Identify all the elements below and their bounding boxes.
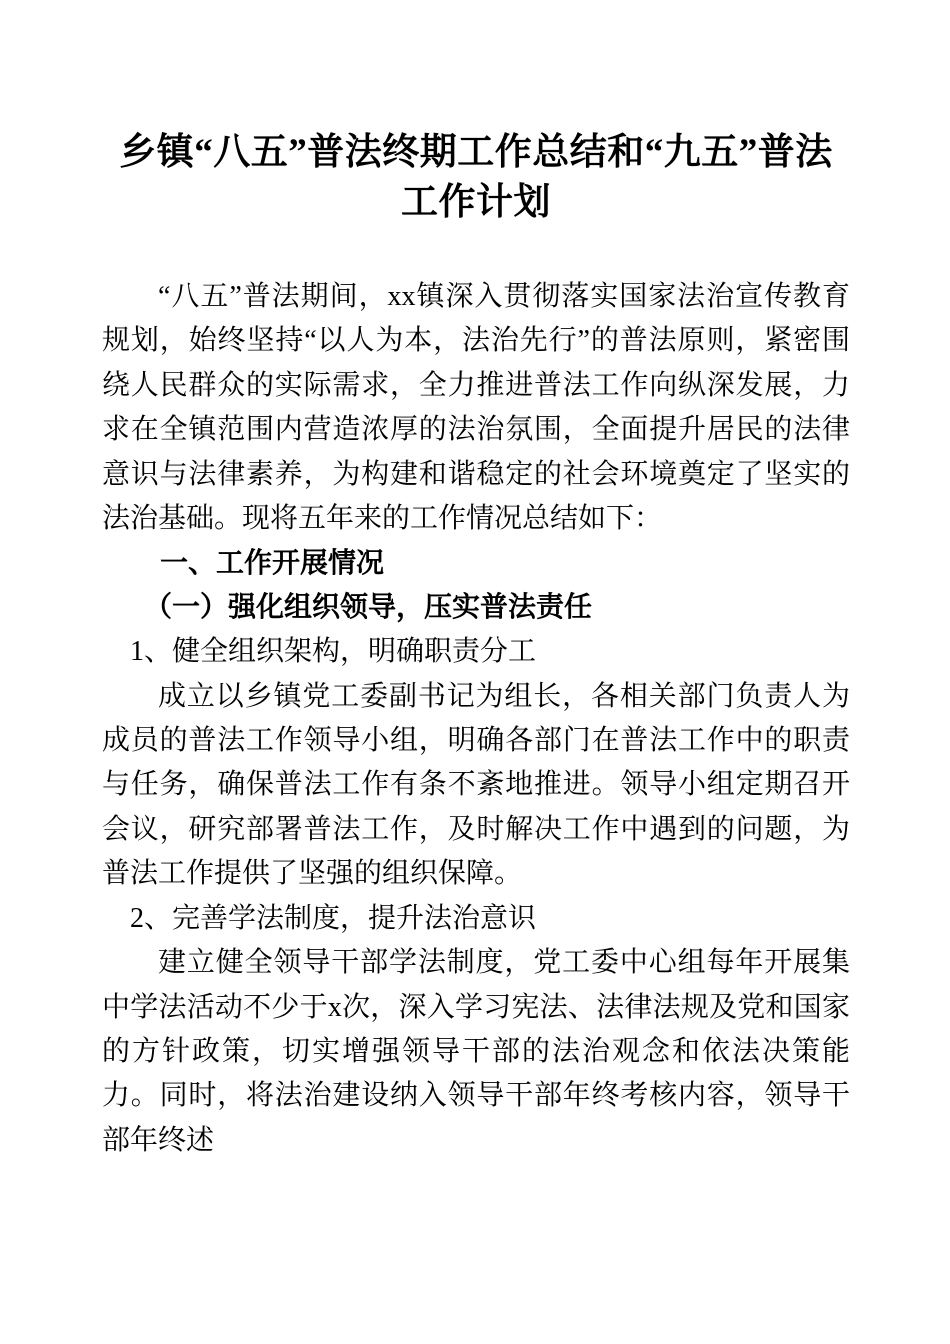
section-heading-work-progress: 一、工作开展情况 — [160, 547, 385, 579]
intro-paragraph: “八五”普法期间，xx镇深入贯彻落实国家法治宣传教育规划，始终坚持“以人为本，法治先行”的普法原则，紧密围绕人民群众的实际需求，全力推进普法工作向纵深发展，力求在全镇范围内营造浓厚的法治氛围，全面提升居民的法律意识与法律素养，为构建和谐稳定的社会环境奠定了坚实的法治基础。现将五年来的工作情况总结如下： — [102, 281, 850, 535]
document-title: 乡镇“八五”普法终期工作总结和“九五”普法工作计划 — [119, 132, 833, 223]
numbered-heading-org-structure: 1、健全组织架构，明确职责分工 — [130, 636, 537, 668]
subsection-heading-organization-leadership: （一）强化组织领导，压实普法责任 — [144, 591, 593, 623]
body-paragraph-leading-group: 成立以乡镇党工委副书记为组长，各相关部门负责人为成员的普法工作领导小组，明确各部门在普法工作中的职责与任务，确保普法工作有条不紊地推进。领导小组定期召开会议，研究部署普法工作，及时解决工作中遇到的问题，为普法工作提供了坚强的组织保障。 — [102, 680, 850, 890]
document-body — [102, 275, 850, 1163]
numbered-heading-study-system: 2、完善学法制度，提升法治意识 — [130, 902, 537, 934]
body-paragraph-cadre-study: 建立健全领导干部学法制度，党工委中心组每年开展集中学法活动不少于x次，深入学习宪法、法律法规及党和国家的方针政策，切实增强领导干部的法治观念和依法决策能力。同时，将法治建设纳入领导干部年终考核内容，领导干部年终述 — [102, 947, 850, 1156]
